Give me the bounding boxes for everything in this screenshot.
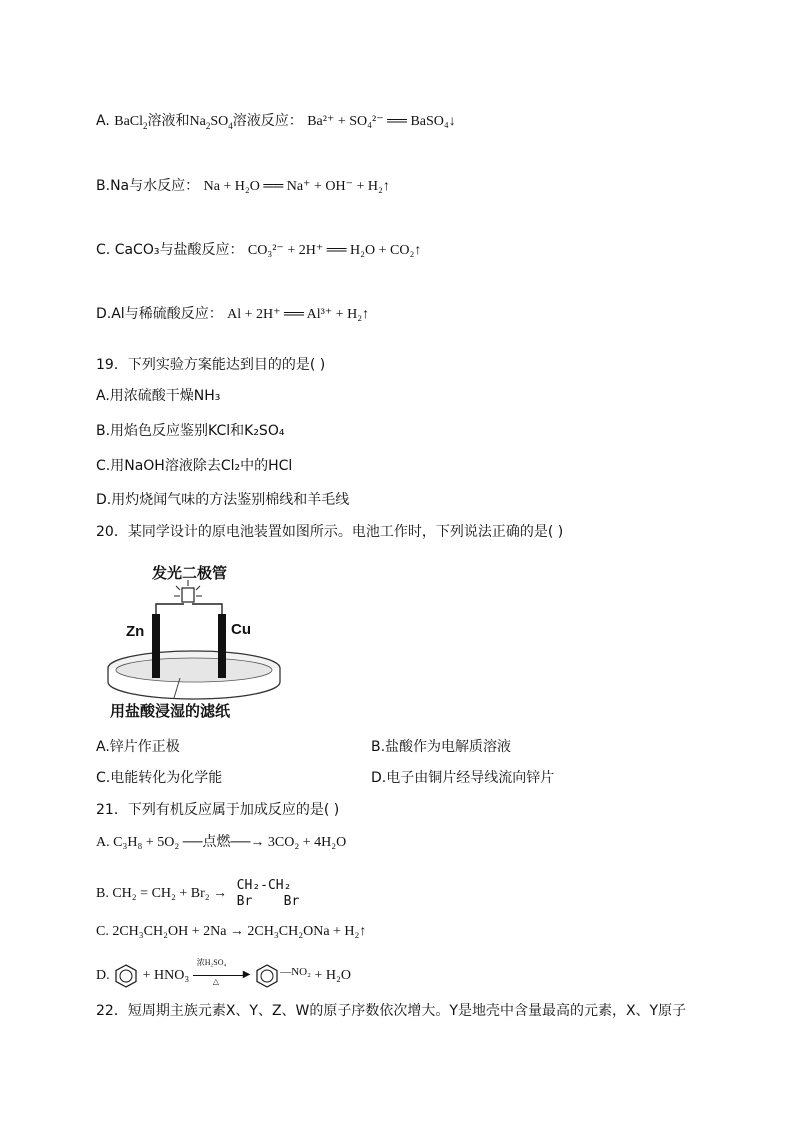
q19-option-b: B.用焰色反应鉴别KCl和K₂SO₄ xyxy=(96,423,285,439)
q18-a-text1: 溶液和 xyxy=(147,113,190,129)
q21-d-label: D. xyxy=(96,968,110,983)
q18-a-text2: 溶液反应： xyxy=(232,113,303,129)
q18-d-equation: Al + 2H⁺ ══ Al³⁺ + H₂↑ xyxy=(227,307,370,322)
q18-c-equation: CO₃²⁻ + 2H⁺ ══ H₂O + CO₂↑ xyxy=(247,243,422,258)
q21-option-a: A. C₃H₈ + 5O₂ ──点燃──→ 3CO₂ + 4H₂O xyxy=(96,835,347,850)
q20-option-d: D.电子由铜片经导线流向锌片 xyxy=(371,770,555,786)
q21-b-product xyxy=(237,878,300,910)
q18-option-b xyxy=(96,176,390,197)
filter-paper xyxy=(116,658,272,682)
q21-d-cond-top: 浓H₂SO₄ xyxy=(196,957,227,967)
q18-option-d xyxy=(96,304,369,325)
q19-option-d: D.用灼烧闻气味的方法鉴别棉线和羊毛线 xyxy=(96,492,350,508)
q18-b-text: Na与水反应： xyxy=(110,178,200,194)
cu-label: Cu xyxy=(231,621,251,638)
q18-b-equation: Na + H₂O ══ Na⁺ + OH⁻ + H₂↑ xyxy=(203,179,390,194)
q20-option-c: C.电能转化为化学能 xyxy=(96,770,223,786)
q20-stem: 20．某同学设计的原电池装置如图所示。电池工作时，下列说法正确的是( ) xyxy=(96,524,564,540)
led-icon xyxy=(174,580,202,602)
q21-d-product-group: —NO₂ xyxy=(280,966,311,978)
q21-d-condition-arrow: 浓H₂SO₄ ▶ △ xyxy=(193,967,251,985)
q21-d-cond-bottom: △ xyxy=(212,976,219,986)
q18-a-equation: Ba²⁺ + SO₄²⁻ ══ BaSO₄↓ xyxy=(307,114,456,129)
q20-option-a: A.锌片作正极 xyxy=(96,739,180,755)
q18-d-text: Al与稀硫酸反应： xyxy=(111,306,223,322)
q22-stem: 22．短周期主族元素X、Y、Z、W的原子序数依次增大。Y是地壳中含量最高的元素，X、Y原子 xyxy=(96,1003,687,1019)
q21-option-c: C. 2CH₃CH₂OH + 2Na → 2CH₃CH₂ONa + H₂↑ xyxy=(96,924,367,939)
led-label: 发光二极管 xyxy=(152,564,228,582)
q20-option-b: B.盐酸作为电解质溶液 xyxy=(371,739,512,755)
q18-a-label: A. xyxy=(96,113,110,129)
q20-figure xyxy=(104,558,284,724)
q21-option-d xyxy=(96,957,351,991)
q21-stem: 21．下列有机反应属于加成反应的是( ) xyxy=(96,802,340,818)
q21-d-reagent: + HNO₃ xyxy=(142,968,190,983)
q19-option-a: A.用浓硫酸干燥NH₃ xyxy=(96,388,221,404)
zn-label: Zn xyxy=(126,623,145,640)
galvanic-cell-diagram xyxy=(104,558,284,724)
q18-option-a xyxy=(96,111,456,132)
benzene-ring-icon xyxy=(113,963,139,989)
q21-b-reactants: B. CH₂ = CH₂ + Br₂ → xyxy=(96,886,228,902)
q21-b-product-top: CH₂-CH₂ xyxy=(236,878,292,893)
q18-a-chem2: $Na_2SO_4$ xyxy=(189,114,233,131)
wire-left xyxy=(156,604,184,618)
q21-b-product-bottom: Br Br xyxy=(236,894,300,909)
zn-electrode xyxy=(152,614,160,678)
q18-b-label: B. xyxy=(96,178,111,194)
cu-electrode xyxy=(218,614,226,678)
q18-d-label: D. xyxy=(96,306,112,322)
q21-d-tail: + H₂O xyxy=(314,968,351,983)
q18-a-chem1: BaCl$_2$ xyxy=(114,114,148,131)
q18-c-text: CaCO₃与盐酸反应： xyxy=(114,242,244,258)
paper-label: 用盐酸浸湿的滤纸 xyxy=(110,702,231,720)
q18-c-label: C. xyxy=(96,242,111,258)
q21-option-b xyxy=(96,878,299,910)
q18-option-c xyxy=(96,240,421,261)
q19-option-c: C.用NaOH溶液除去Cl₂中的HCl xyxy=(96,458,293,474)
nitrobenzene-ring-icon xyxy=(254,963,280,989)
q19-stem: 19．下列实验方案能达到目的的是( ) xyxy=(96,357,326,373)
wire-right xyxy=(192,604,222,616)
